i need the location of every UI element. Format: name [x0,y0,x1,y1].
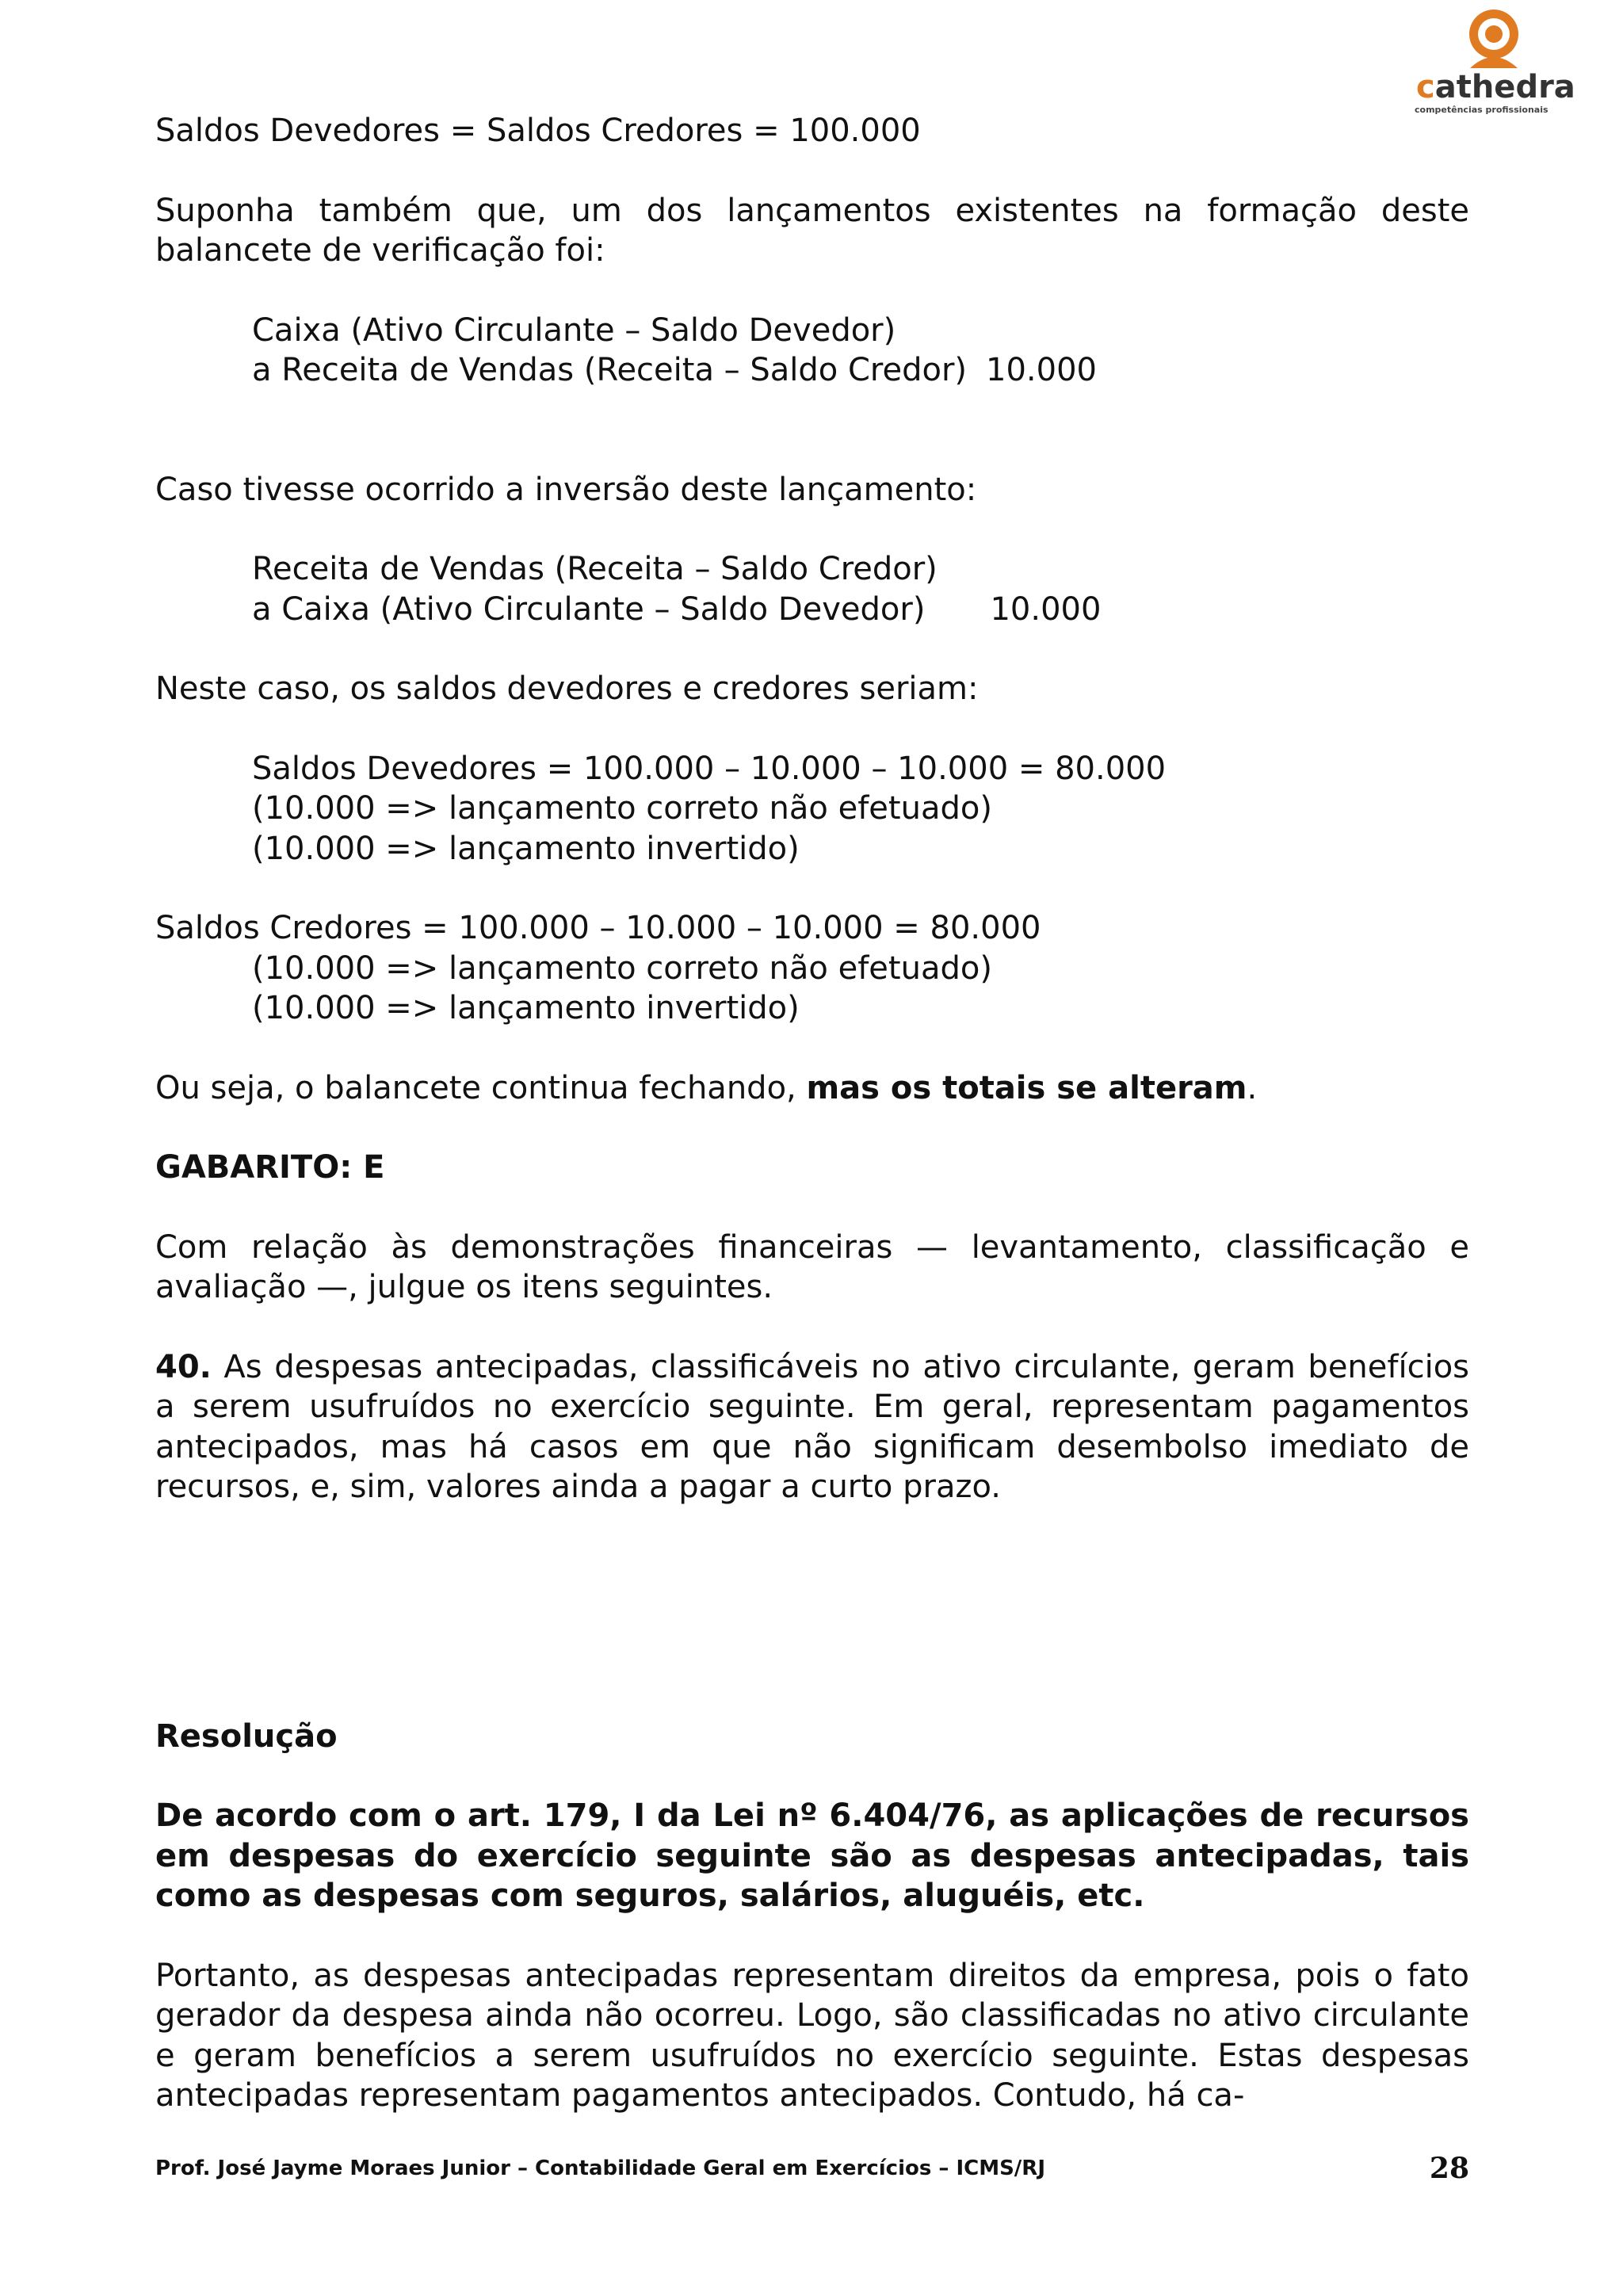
debit-note-2: (10.000 => lançamento invertido) [252,830,800,867]
entry-amount: 10.000 [990,590,1102,628]
credit-note-1: (10.000 => lançamento correto não efetuado) [252,949,992,987]
footer-author-title: Prof. José Jayme Moraes Junior – Contabilidade Geral em Exercícios – ICMS/RJ [155,2157,1045,2180]
page-number: 28 [1429,2152,1469,2185]
journal-entry-inverted [252,549,1469,629]
paragraph-inversion: Caso tivesse ocorrido a inversão deste lançamento: [155,471,977,508]
cathedra-logo-mark-icon [1462,8,1526,68]
page-footer [155,2153,1469,2184]
entry-credit-line: a Caixa (Ativo Circulante – Saldo Devedor) 10.000 [252,590,1469,630]
credit-balances-equation: Saldos Credores = 100.000 – 10.000 – 10.000 = 80.000 [155,910,1041,946]
question-40: 40. As despesas antecipadas, classificáveis no ativo circulante, geram benefícios a serem usufruídos no exercício seguinte. Em geral, representam pagamentos antecipados, mas há casos em que não significam desembolso imediato de recursos, e, sim, valores ainda a pagar a curto prazo. [155,1348,1469,1505]
paragraph-instruction: Com relação às demonstrações financeiras — levantamento, classificação e avaliação —, julgue os itens seguintes. [155,1228,1469,1305]
journal-entry-original [252,311,1469,391]
answer-key: GABARITO: E [155,1149,385,1186]
debit-balances-block [252,749,1469,869]
entry-debit-line: Receita de Vendas (Receita – Saldo Credor) [252,551,938,587]
logo-wordmark: cathedra [1416,69,1575,105]
question-number: 40. [155,1348,212,1385]
paragraph-explanation: Portanto, as despesas antecipadas representam direitos da empresa, pois o fato gerador da despesa ainda não ocorreu. Logo, são classificadas no ativo circulante e geram benefícios a serem usufruídos no exercício seguinte. Estas despesas antecipadas representam pagamentos antecipados. Contudo, há ca- [155,1957,1469,2114]
paragraph-supposition: Suponha também que, um dos lançamentos existentes na formação deste balancete de verificação foi: [155,192,1469,269]
page-content [155,111,1469,2116]
paragraph-case: Neste caso, os saldos devedores e credores seriam: [155,670,979,707]
credit-note-2: (10.000 => lançamento invertido) [252,990,800,1026]
paragraph-law-reference: De acordo com o art. 179, I da Lei nº 6.404/76, as aplicações de recursos em despesas do exercício seguinte são as despesas antecipadas, tais como as despesas com seguros, salários, aluguéis, etc. [155,1797,1469,1914]
logo-tagline: competências profissionais [1415,105,1549,115]
paragraph-conclusion: Ou seja, o balancete continua fechando, mas os totais se alteram. [155,1069,1258,1106]
section-heading-resolucao: Resolução [155,1717,338,1755]
entry-debit-line: Caixa (Ativo Circulante – Saldo Devedor) [252,311,896,349]
debit-note-1: (10.000 => lançamento correto não efetuado) [252,790,992,827]
credit-balances-block [155,908,1469,1029]
debit-balances-equation: Saldos Devedores = 100.000 – 10.000 – 10.000 = 80.000 [252,750,1167,787]
entry-amount: 10.000 [986,352,1097,388]
balance-statement: Saldos Devedores = Saldos Credores = 100.000 [155,113,921,149]
cathedra-logo [1411,8,1575,115]
entry-credit-line: a Receita de Vendas (Receita – Saldo Credor) 10.000 [252,350,1469,391]
